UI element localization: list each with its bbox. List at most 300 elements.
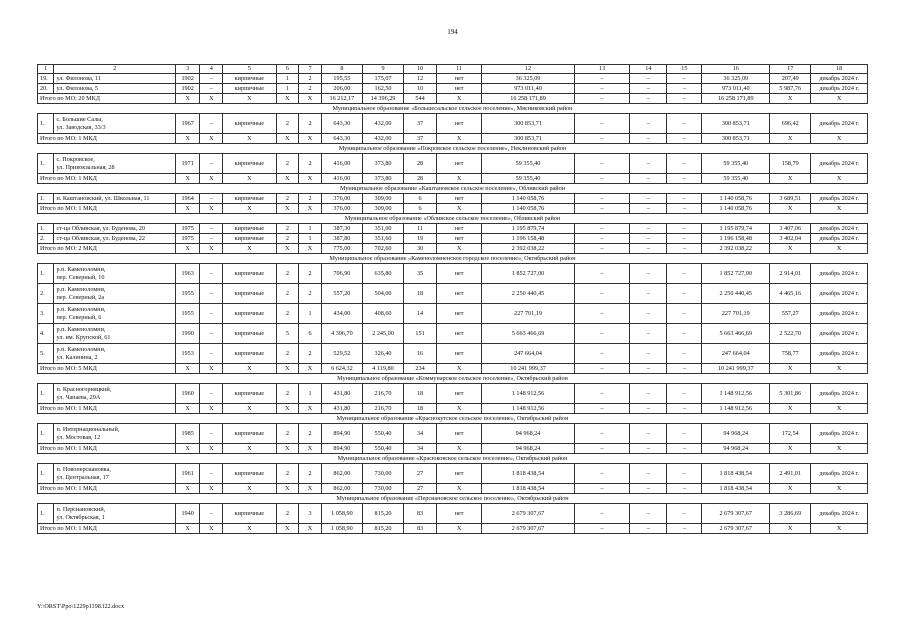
table-row [38,114,868,134]
address-cell: ул. Филонова, 11 [54,74,175,84]
total-cell: 18 [404,404,437,414]
total-cell: – [667,94,702,104]
table-cell: 1. [38,504,54,524]
total-cell: – [667,404,702,414]
table-cell: кирпичные [223,384,276,404]
municipality-section-header [38,414,868,424]
total-row [38,94,868,104]
table-cell: 387,30 [321,224,362,234]
table-cell: кирпичные [223,154,276,174]
address-cell: п. Каштановский, ул. Школьная, 11 [54,194,175,204]
table-cell: 1. [38,424,54,444]
table-cell: 1967 [175,114,200,134]
total-cell: Х [811,244,868,254]
total-cell: 14 396,29 [362,94,403,104]
table-cell: 2 [276,384,299,404]
table-cell: 1955 [175,304,200,324]
table-cell: 1 195 879,74 [702,224,770,234]
table-cell: 5 [276,324,299,344]
column-number-cell: 10 [404,65,437,74]
total-cell: Х [175,174,200,184]
municipality-section-header [38,254,868,264]
table-cell: кирпичные [223,74,276,84]
table-cell: 2. [38,284,54,304]
table-cell: декабрь 2024 г. [811,464,868,484]
table-cell: 1 140 058,76 [702,194,770,204]
table-cell: 730,00 [362,464,403,484]
address-cell: п. Интернациональный, ул. Мостовая, 12 [54,424,175,444]
table-cell: 5 663 466,69 [482,324,575,344]
total-cell: – [667,364,702,374]
section-title: Муниципальное образование «Коммунарское сельское поселение», Октябрьский район [38,374,868,384]
table-cell: 1902 [175,84,200,94]
total-cell: 1 140 058,76 [482,204,575,214]
table-body [38,65,868,534]
total-cell: Х [299,134,322,144]
total-cell: Х [200,134,223,144]
table-cell: 6 [299,324,322,344]
total-cell: Х [200,484,223,494]
total-cell: Х [770,364,811,374]
table-cell: кирпичные [223,344,276,364]
table-cell: – [574,264,630,284]
column-number-cell: 13 [574,65,630,74]
table-row [38,84,868,94]
table-cell: – [574,74,630,84]
total-cell: 2 392 038,22 [482,244,575,254]
table-cell: – [667,154,702,174]
table-cell: декабрь 2024 г. [811,194,868,204]
table-cell: – [574,324,630,344]
total-cell: Х [276,364,299,374]
table-row [38,464,868,484]
table-row [38,234,868,244]
table-cell: 1. [38,264,54,284]
table-cell: 1. [38,464,54,484]
table-cell: – [630,194,667,204]
column-number-cell: 8 [321,65,362,74]
table-cell: – [200,304,223,324]
table-cell: 4 465,16 [770,284,811,304]
total-cell: Х [200,204,223,214]
table-cell: 1 196 158,48 [482,234,575,244]
table-cell: 1. [38,384,54,404]
column-number-row [38,65,868,74]
total-cell: – [667,134,702,144]
table-row [38,504,868,524]
total-cell: Х [811,404,868,414]
table-row [38,74,868,84]
table-cell: нет [436,304,481,324]
table-cell: 1 [299,234,322,244]
total-cell: 1 148 912,56 [702,404,770,414]
table-cell: 247 664,04 [702,344,770,364]
table-cell: 1990 [175,324,200,344]
table-cell: 2 491,01 [770,464,811,484]
table-cell: – [667,324,702,344]
total-cell: Х [276,484,299,494]
table-cell: 504,00 [362,284,403,304]
table-cell: – [574,114,630,134]
total-cell: Х [223,244,276,254]
table-cell: 227 701,19 [482,304,575,324]
table-cell: 1975 [175,224,200,234]
total-cell: Х [223,524,276,534]
total-cell: Х [299,364,322,374]
table-cell: 300 853,71 [702,114,770,134]
table-cell: – [574,84,630,94]
address-cell: п. Красногорняцкий, ул. Чапаева, 29А [54,384,175,404]
table-cell: нет [436,424,481,444]
table-cell: нет [436,84,481,94]
table-cell: – [200,74,223,84]
table-cell: 5 301,86 [770,384,811,404]
table-cell: 2 [299,74,322,84]
column-number-cell: 2 [54,65,175,74]
total-cell: – [574,94,630,104]
table-cell: 815,20 [362,504,403,524]
table-cell: 2 [299,284,322,304]
total-label: Итого по МО: 1 МКД [38,524,176,534]
table-cell: кирпичные [223,284,276,304]
column-number-cell: 16 [702,65,770,74]
table-cell: 2 [276,284,299,304]
total-cell: 1 058,90 [321,524,362,534]
total-cell: Х [200,404,223,414]
table-cell: 1963 [175,264,200,284]
table-cell: нет [436,224,481,234]
table-cell: 2 [299,264,322,284]
table-cell: – [200,264,223,284]
table-cell: 35 [404,264,437,284]
total-cell: Х [770,134,811,144]
table-cell: 973 011,40 [482,84,575,94]
table-cell: – [200,504,223,524]
table-cell: 34 [404,424,437,444]
table-cell: – [667,194,702,204]
table-cell: 1. [38,194,54,204]
table-cell: 1 [299,304,322,324]
total-cell: 862,00 [321,484,362,494]
table-cell: – [630,384,667,404]
table-cell: 894,90 [321,424,362,444]
total-cell: 28 [404,174,437,184]
table-cell: – [630,264,667,284]
table-cell: декабрь 2024 г. [811,234,868,244]
total-cell: Х [811,94,868,104]
total-cell: Х [276,404,299,414]
table-cell: 2 [299,194,322,204]
total-row [38,134,868,144]
address-cell: ст-ца Обливская, ул. Буденова, 20 [54,224,175,234]
total-cell: 894,90 [321,444,362,454]
total-cell: Х [223,444,276,454]
table-cell: 2 [276,424,299,444]
table-cell: – [200,234,223,244]
table-cell: 2. [38,234,54,244]
total-cell: Х [436,364,481,374]
total-cell: 37 [404,134,437,144]
table-cell: – [667,114,702,134]
total-cell: 2 392 038,22 [702,244,770,254]
table-cell: кирпичные [223,114,276,134]
total-cell: – [630,204,667,214]
table-cell: – [667,504,702,524]
total-cell: 300 853,71 [702,134,770,144]
table-cell: 19 [404,234,437,244]
table-cell: 373,80 [362,154,403,174]
address-cell: ул. Филонова, 5 [54,84,175,94]
file-path-footer: Y:\ORST\Ppo\1229p1198.f22.docx [37,603,125,610]
total-cell: 16 258 171,89 [482,94,575,104]
total-cell: – [667,524,702,534]
table-cell: – [200,194,223,204]
table-cell: 326,40 [362,344,403,364]
total-label: Итого по МО: 1 МКД [38,444,176,454]
table-row [38,194,868,204]
table-cell: 635,80 [362,264,403,284]
table-cell: 1 196 158,48 [702,234,770,244]
total-cell: – [574,364,630,374]
total-cell: Х [223,484,276,494]
table-cell: 3 689,51 [770,194,811,204]
total-cell: Х [276,204,299,214]
table-cell: 1 140 058,76 [482,194,575,204]
table-cell: декабрь 2024 г. [811,74,868,84]
total-cell: Х [276,174,299,184]
total-cell: – [630,404,667,414]
table-cell: 207,49 [770,74,811,84]
table-cell: 175,07 [362,74,403,84]
total-cell: Х [770,484,811,494]
table-cell: 1 [276,74,299,84]
table-cell: – [200,344,223,364]
total-cell: Х [223,404,276,414]
column-number-cell: 15 [667,65,702,74]
table-cell: кирпичные [223,304,276,324]
table-cell: декабрь 2024 г. [811,424,868,444]
table-cell: кирпичные [223,324,276,344]
total-cell: 815,20 [362,524,403,534]
table-cell: – [574,194,630,204]
table-row [38,384,868,404]
table-cell: 2 522,70 [770,324,811,344]
table-cell: 1 058,90 [321,504,362,524]
total-cell: Х [811,444,868,454]
table-cell: – [574,304,630,324]
total-cell: 216,70 [362,404,403,414]
table-cell: 529,52 [321,344,362,364]
total-cell: Х [200,364,223,374]
table-cell: 550,40 [362,424,403,444]
table-cell: – [574,234,630,244]
total-cell: Х [436,524,481,534]
table-row [38,344,868,364]
table-cell: 195,55 [321,74,362,84]
table-cell: – [630,344,667,364]
table-cell: кирпичные [223,264,276,284]
table-cell: 2 [276,464,299,484]
table-cell: 1902 [175,74,200,84]
table-cell: нет [436,194,481,204]
total-cell: 234 [404,364,437,374]
total-cell: 376,00 [321,204,362,214]
table-cell: нет [436,154,481,174]
table-cell: – [200,84,223,94]
table-cell: – [667,384,702,404]
table-cell: кирпичные [223,424,276,444]
table-cell: 2 [299,84,322,94]
table-cell: 28 [404,154,437,174]
table-cell: – [630,324,667,344]
column-number-cell: 9 [362,65,403,74]
total-cell: – [667,244,702,254]
table-cell: нет [436,504,481,524]
table-cell: декабрь 2024 г. [811,304,868,324]
table-cell: 5. [38,344,54,364]
municipality-section-header [38,104,868,114]
total-cell: Х [200,94,223,104]
table-cell: – [667,344,702,364]
table-cell: 247 664,04 [482,344,575,364]
table-cell: 10 [404,84,437,94]
table-cell: 2 [299,154,322,174]
table-cell: 1 195 879,74 [482,224,575,234]
table-cell: 2 [299,464,322,484]
column-number-cell: 18 [811,65,868,74]
total-cell: Х [436,94,481,104]
table-cell: 5 663 466,69 [702,324,770,344]
total-cell: 1 818 438,54 [482,484,575,494]
total-label: Итого по МО: 1 МКД [38,404,176,414]
table-cell: – [200,284,223,304]
table-cell: – [630,154,667,174]
table-cell: – [574,344,630,364]
total-cell: Х [299,174,322,184]
total-cell: – [630,244,667,254]
table-cell: 2 [299,344,322,364]
column-number-cell: 4 [200,65,223,74]
total-cell: Х [175,244,200,254]
total-cell: – [574,524,630,534]
table-cell: – [667,74,702,84]
total-row [38,484,868,494]
table-cell: 973 011,40 [702,84,770,94]
table-cell: – [667,424,702,444]
table-cell: кирпичные [223,194,276,204]
total-cell: Х [299,404,322,414]
table-cell: 172,54 [770,424,811,444]
total-cell: Х [811,524,868,534]
table-cell: 434,00 [321,304,362,324]
table-cell: 1 852 727,00 [702,264,770,284]
total-label: Итого по МО: 1 МКД [38,174,176,184]
total-row [38,404,868,414]
column-number-cell: 3 [175,65,200,74]
total-label: Итого по МО: 1 МКД [38,484,176,494]
table-cell: декабрь 2024 г. [811,154,868,174]
table-cell: – [630,464,667,484]
total-cell: – [667,204,702,214]
table-cell: 3 [299,504,322,524]
table-cell: 16 [404,344,437,364]
total-cell: – [667,484,702,494]
table-cell: 1 148 912,56 [482,384,575,404]
total-cell: Х [811,484,868,494]
table-cell: 1975 [175,234,200,244]
table-cell: декабрь 2024 г. [811,284,868,304]
table-row [38,424,868,444]
table-cell: 18 [404,384,437,404]
total-cell: 83 [404,524,437,534]
table-cell: 94 968,24 [702,424,770,444]
page-number: 194 [447,28,458,36]
total-cell: 59 355,40 [702,174,770,184]
column-number-cell: 5 [223,65,276,74]
section-title: Муниципальное образование «Покровское сельское поселение», Неклиновский район [38,144,868,154]
table-cell: 1953 [175,344,200,364]
total-cell: Х [811,174,868,184]
table-cell: декабрь 2024 г. [811,114,868,134]
table-cell: 1 148 912,56 [702,384,770,404]
total-cell: Х [299,204,322,214]
section-title: Муниципальное образование «Каменоломненское городское поселение», Октябрьский район [38,254,868,264]
total-label: Итого по МО: 1 МКД [38,134,176,144]
total-cell: – [667,174,702,184]
address-cell: р.п. Каменоломни, ул. Калинина, 2 [54,344,175,364]
table-cell: 862,00 [321,464,362,484]
total-cell: – [574,484,630,494]
table-cell: – [574,464,630,484]
total-cell: Х [276,134,299,144]
table-cell: 300 853,71 [482,114,575,134]
table-cell: – [630,114,667,134]
table-cell: 1964 [175,194,200,204]
table-cell: 2 245,00 [362,324,403,344]
table-cell: – [630,84,667,94]
table-cell: 27 [404,464,437,484]
table-cell: 1. [38,114,54,134]
table-cell: 4. [38,324,54,344]
municipality-section-header [38,144,868,154]
section-title: Муниципальное образование «Краснокутское сельское поселение», Октябрьский район [38,414,868,424]
table-cell: декабрь 2024 г. [811,384,868,404]
table-row [38,324,868,344]
table-cell: – [630,74,667,84]
total-cell: 373,80 [362,174,403,184]
table-cell: 37 [404,114,437,134]
table-cell: 2 250 440,45 [702,284,770,304]
total-cell: Х [770,174,811,184]
table-cell: – [200,324,223,344]
table-cell: нет [436,234,481,244]
total-cell: 2 679 307,67 [702,524,770,534]
table-cell: 1 [276,84,299,94]
table-cell: 758,77 [770,344,811,364]
table-cell: – [200,154,223,174]
total-cell: Х [770,244,811,254]
table-cell: 2 [299,424,322,444]
total-cell: Х [770,524,811,534]
total-cell: Х [200,444,223,454]
total-row [38,244,868,254]
total-cell: 94 968,24 [702,444,770,454]
table-cell: нет [436,464,481,484]
table-cell: 36 325,09 [702,74,770,84]
total-cell: 702,60 [362,244,403,254]
table-cell: декабрь 2024 г. [811,264,868,284]
total-cell: Х [436,404,481,414]
